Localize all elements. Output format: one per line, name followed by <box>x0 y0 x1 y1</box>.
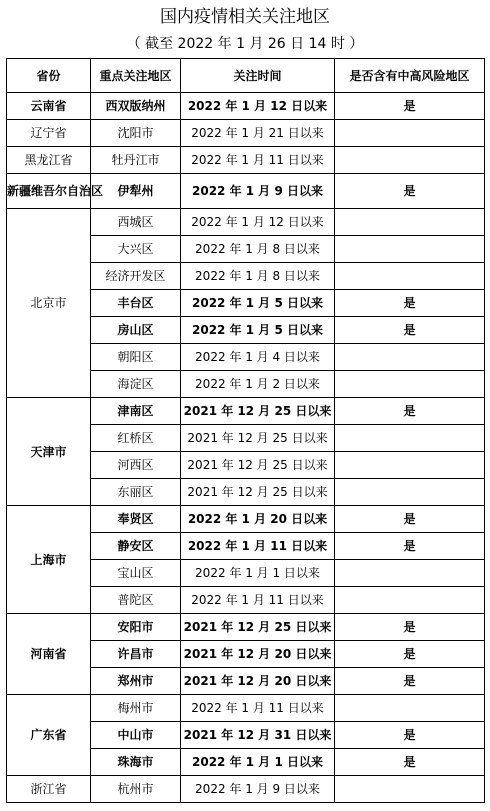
cell-risk <box>335 263 485 290</box>
cell-area: 海淀区 <box>91 371 181 398</box>
attention-areas-table <box>6 58 485 803</box>
header-time: 关注时间 <box>181 59 335 93</box>
cell-province: 河南省 <box>7 614 91 695</box>
cell-area: 梅州市 <box>91 695 181 722</box>
cell-area: 红桥区 <box>91 425 181 452</box>
page-subtitle: （ 截至 2022 年 1 月 26 日 14 时 ） <box>126 36 364 52</box>
header-area: 重点关注地区 <box>91 59 181 93</box>
cell-risk: 是 <box>335 614 485 641</box>
cell-time: 2022 年 1 月 2 日以来 <box>181 371 335 398</box>
cell-risk <box>335 120 485 147</box>
cell-area: 许昌市 <box>91 641 181 668</box>
cell-risk: 是 <box>335 749 485 776</box>
cell-province: 新疆维吾尔自治区 <box>7 174 91 209</box>
cell-time: 2022 年 1 月 8 日以来 <box>181 236 335 263</box>
cell-time: 2022 年 1 月 9 日以来 <box>181 776 335 803</box>
cell-risk: 是 <box>335 668 485 695</box>
cell-area: 安阳市 <box>91 614 181 641</box>
cell-area: 沈阳市 <box>91 120 181 147</box>
cell-area: 经济开发区 <box>91 263 181 290</box>
cell-time: 2021 年 12 月 25 日以来 <box>181 425 335 452</box>
cell-risk: 是 <box>335 174 485 209</box>
cell-risk <box>335 587 485 614</box>
cell-risk: 是 <box>335 722 485 749</box>
cell-risk: 是 <box>335 641 485 668</box>
cell-province: 辽宁省 <box>7 120 91 147</box>
cell-time: 2022 年 1 月 5 日以来 <box>181 317 335 344</box>
cell-risk <box>335 147 485 174</box>
cell-area: 宝山区 <box>91 560 181 587</box>
cell-risk <box>335 776 485 803</box>
cell-area: 珠海市 <box>91 749 181 776</box>
cell-time: 2021 年 12 月 25 日以来 <box>181 479 335 506</box>
cell-risk: 是 <box>335 533 485 560</box>
cell-risk <box>335 371 485 398</box>
cell-time: 2022 年 1 月 11 日以来 <box>181 695 335 722</box>
table-row <box>7 209 485 236</box>
cell-province: 黑龙江省 <box>7 147 91 174</box>
cell-area: 普陀区 <box>91 587 181 614</box>
cell-province: 云南省 <box>7 93 91 120</box>
table-row <box>7 398 485 425</box>
cell-time: 2022 年 1 月 4 日以来 <box>181 344 335 371</box>
page-title: 国内疫情相关关注地区 <box>160 7 330 27</box>
cell-time: 2022 年 1 月 1 日以来 <box>181 749 335 776</box>
cell-risk <box>335 425 485 452</box>
cell-area: 丰台区 <box>91 290 181 317</box>
cell-time: 2022 年 1 月 11 日以来 <box>181 587 335 614</box>
cell-time: 2022 年 1 月 9 日以来 <box>181 174 335 209</box>
cell-time: 2022 年 1 月 8 日以来 <box>181 263 335 290</box>
cell-area: 西城区 <box>91 209 181 236</box>
table-row <box>7 93 485 120</box>
cell-risk <box>335 695 485 722</box>
header-risk: 是否含有中高风险地区 <box>335 59 485 93</box>
cell-risk <box>335 209 485 236</box>
cell-risk: 是 <box>335 290 485 317</box>
cell-time: 2022 年 1 月 5 日以来 <box>181 290 335 317</box>
table-header-row <box>7 59 485 93</box>
cell-risk <box>335 452 485 479</box>
table-row <box>7 614 485 641</box>
cell-province: 浙江省 <box>7 776 91 803</box>
cell-risk: 是 <box>335 93 485 120</box>
cell-time: 2022 年 1 月 20 日以来 <box>181 506 335 533</box>
cell-time: 2022 年 1 月 11 日以来 <box>181 533 335 560</box>
cell-province: 广东省 <box>7 695 91 776</box>
cell-area: 河西区 <box>91 452 181 479</box>
cell-risk <box>335 479 485 506</box>
table-row <box>7 695 485 722</box>
cell-risk: 是 <box>335 317 485 344</box>
cell-area: 大兴区 <box>91 236 181 263</box>
table-row <box>7 120 485 147</box>
cell-time: 2021 年 12 月 20 日以来 <box>181 668 335 695</box>
cell-time: 2022 年 1 月 12 日以来 <box>181 93 335 120</box>
table-row <box>7 776 485 803</box>
cell-risk <box>335 344 485 371</box>
cell-time: 2022 年 1 月 1 日以来 <box>181 560 335 587</box>
cell-province: 天津市 <box>7 398 91 506</box>
cell-area: 朝阳区 <box>91 344 181 371</box>
cell-time: 2022 年 1 月 12 日以来 <box>181 209 335 236</box>
cell-time: 2021 年 12 月 25 日以来 <box>181 452 335 479</box>
cell-risk: 是 <box>335 398 485 425</box>
cell-risk <box>335 236 485 263</box>
cell-area: 郑州市 <box>91 668 181 695</box>
table-row <box>7 506 485 533</box>
cell-province: 上海市 <box>7 506 91 614</box>
cell-time: 2022 年 1 月 21 日以来 <box>181 120 335 147</box>
cell-time: 2021 年 12 月 25 日以来 <box>181 614 335 641</box>
table-row <box>7 174 485 209</box>
cell-area: 中山市 <box>91 722 181 749</box>
cell-area: 奉贤区 <box>91 506 181 533</box>
cell-area: 津南区 <box>91 398 181 425</box>
cell-area: 房山区 <box>91 317 181 344</box>
header-province: 省份 <box>7 59 91 93</box>
cell-risk <box>335 560 485 587</box>
cell-time: 2021 年 12 月 20 日以来 <box>181 641 335 668</box>
cell-area: 伊犁州 <box>91 174 181 209</box>
cell-time: 2022 年 1 月 11 日以来 <box>181 147 335 174</box>
cell-area: 杭州市 <box>91 776 181 803</box>
cell-area: 牡丹江市 <box>91 147 181 174</box>
cell-time: 2021 年 12 月 31 日以来 <box>181 722 335 749</box>
cell-area: 西双版纳州 <box>91 93 181 120</box>
cell-risk: 是 <box>335 506 485 533</box>
cell-time: 2021 年 12 月 25 日以来 <box>181 398 335 425</box>
cell-area: 东丽区 <box>91 479 181 506</box>
table-row <box>7 147 485 174</box>
cell-area: 静安区 <box>91 533 181 560</box>
cell-province: 北京市 <box>7 209 91 398</box>
